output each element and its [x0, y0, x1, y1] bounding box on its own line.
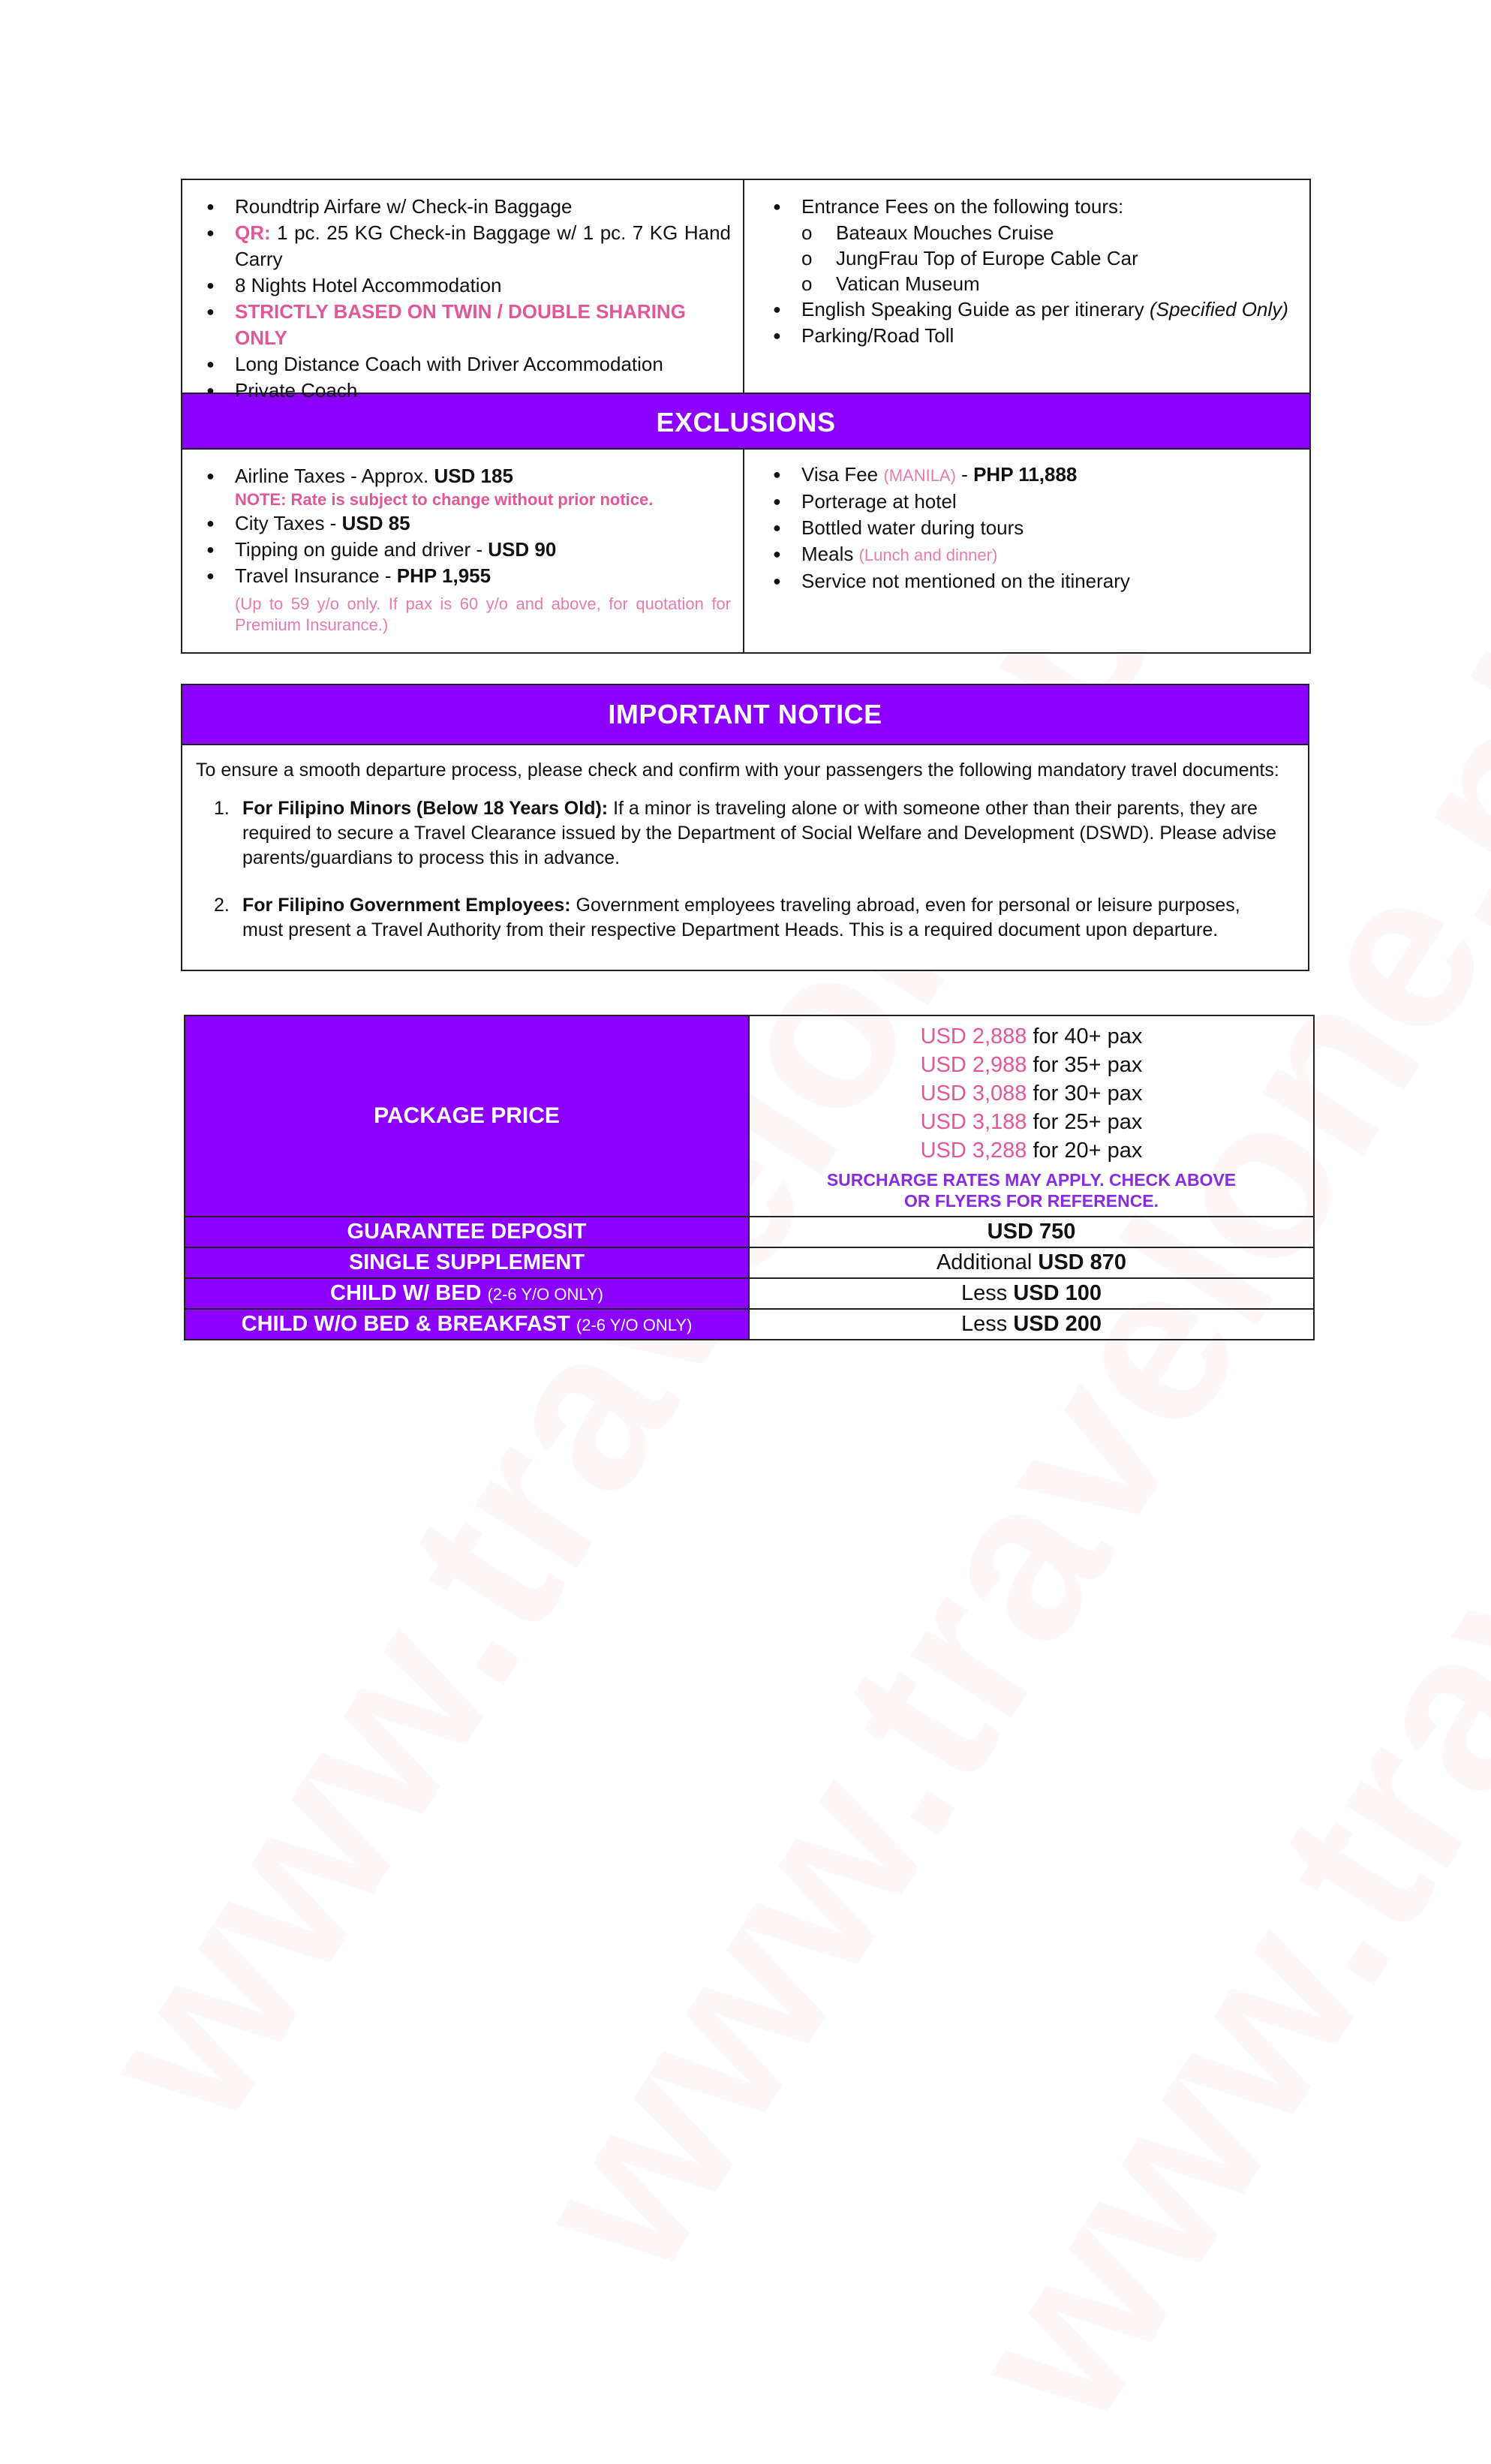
rate-line: USD 3,188 for 25+ pax [920, 1110, 1143, 1134]
price-row-label: SINGLE SUPPLEMENT [185, 1247, 749, 1278]
inclusion-item: ● 8 Nights Hotel Accommodation [206, 272, 731, 299]
price-row-label: CHILD W/O BED & BREAKFAST (2-6 Y/O ONLY) [185, 1309, 749, 1340]
price-row [185, 1247, 1314, 1278]
price-row-value: Less USD 100 [749, 1278, 1314, 1309]
insurance-note: (Up to 59 y/o only. If pax is 60 y/o and above, for quotation for Premium Insurance.) [235, 594, 731, 634]
notice-item: 2. For Filipino Government Employees: Government employees traveling abroad, even for personal or leisure purposes, must present a Travel Authority from their respective Department Heads. This is a required document upon departure. [214, 895, 1240, 940]
surcharge-note: SURCHARGE RATES MAY APPLY. CHECK ABOVE OR FLYERS FOR REFERENCE. [826, 1170, 1237, 1211]
price-row-value: USD 750 [749, 1217, 1314, 1247]
price-row-value: Additional USD 870 [749, 1247, 1314, 1278]
inclusion-item: ● STRICTLY BASED ON TWIN / DOUBLE SHARING ONLY [206, 299, 731, 351]
exclusion-item: ● Visa Fee (MANILA) - PHP 11,888 [773, 462, 1297, 489]
package-price-rates [749, 1015, 1314, 1217]
exclusions-left [182, 450, 743, 652]
notice-item: 1. For Filipino Minors (Below 18 Years Old): If a minor is traveling alone or with someone other than their parents, they are required to secure a Travel Clearance issued by the Department of Social Welfare and Development (DSWD). Please advise parents/guardians to process this in advance. [214, 798, 1276, 868]
rate-line: USD 2,888 for 40+ pax [920, 1024, 1143, 1048]
inclusion-item: ● Long Distance Coach with Driver Accommodation [206, 351, 731, 378]
exclusion-item: ● Bottled water during tours [773, 515, 1297, 541]
inclusion-item: ● Entrance Fees on the following tours: [773, 194, 1297, 220]
notice-header: IMPORTANT NOTICE [182, 685, 1308, 745]
inclusions-left [182, 180, 743, 402]
inclusion-item: ● Roundtrip Airfare w/ Check-in Baggage [206, 194, 731, 220]
exclusion-item: ● Service not mentioned on the itinerary [773, 568, 1297, 594]
price-row-label: GUARANTEE DEPOSIT [185, 1217, 749, 1247]
notice-intro: To ensure a smooth departure process, please check and confirm with your passengers the following mandatory travel documents: [196, 760, 1279, 781]
inclusion-item: ● Private Coach [206, 378, 731, 404]
price-row [185, 1309, 1314, 1340]
exclusions-row [182, 450, 1309, 652]
package-price-label: PACKAGE PRICE [185, 1015, 749, 1217]
inclusion-item: ● QR: 1 pc. 25 KG Check-in Baggage w/ 1 pc. 7 KG Hand Carry [206, 220, 731, 272]
price-table [184, 1015, 1315, 1340]
exclusion-item: ● City Taxes - USD 85 [206, 510, 731, 537]
exclusion-item: ● Airline Taxes - Approx. USD 185 NOTE: Rate is subject to change without prior notice. [206, 463, 731, 510]
rate-line: USD 3,088 for 30+ pax [920, 1082, 1143, 1106]
exclusion-item: ● Porterage at hotel [773, 489, 1297, 515]
price-row-value: Less USD 200 [749, 1309, 1314, 1340]
tour-item: o JungFrau Top of Europe Cable Car [801, 245, 1297, 271]
price-row-label: CHILD W/ BED (2-6 Y/O ONLY) [185, 1278, 749, 1309]
price-row [185, 1278, 1314, 1309]
rate-line: USD 2,988 for 35+ pax [920, 1053, 1143, 1077]
exclusion-item: ● Travel Insurance - PHP 1,955 (Up to 59 y/o only. If pax is 60 y/o and above, for quotation for Premium Insurance.) [206, 563, 731, 636]
package-price-row [185, 1015, 1314, 1217]
exclusion-item: ● Tipping on guide and driver - USD 90 [206, 537, 731, 563]
inclusions-right [743, 180, 1309, 393]
inclusions-exclusions-table [181, 179, 1311, 654]
inclusion-item: ● English Speaking Guide as per itinerary (Specified Only) [773, 296, 1297, 323]
exclusions-header: EXCLUSIONS [182, 393, 1309, 450]
exclusions-right [743, 450, 1309, 652]
rate-line: USD 3,288 for 20+ pax [920, 1139, 1143, 1163]
inclusion-item: ● Parking/Road Toll [773, 323, 1297, 349]
inclusions-row [182, 180, 1309, 402]
tour-list [773, 220, 1297, 296]
tour-item: o Bateaux Mouches Cruise [801, 220, 1297, 245]
price-row [185, 1217, 1314, 1247]
exclusion-item: ● Meals (Lunch and dinner) [773, 541, 1297, 568]
important-notice [181, 684, 1309, 971]
tour-item: o Vatican Museum [801, 271, 1297, 296]
airline-note: NOTE: Rate is subject to change without prior notice. [235, 490, 654, 509]
notice-list [196, 796, 1281, 943]
